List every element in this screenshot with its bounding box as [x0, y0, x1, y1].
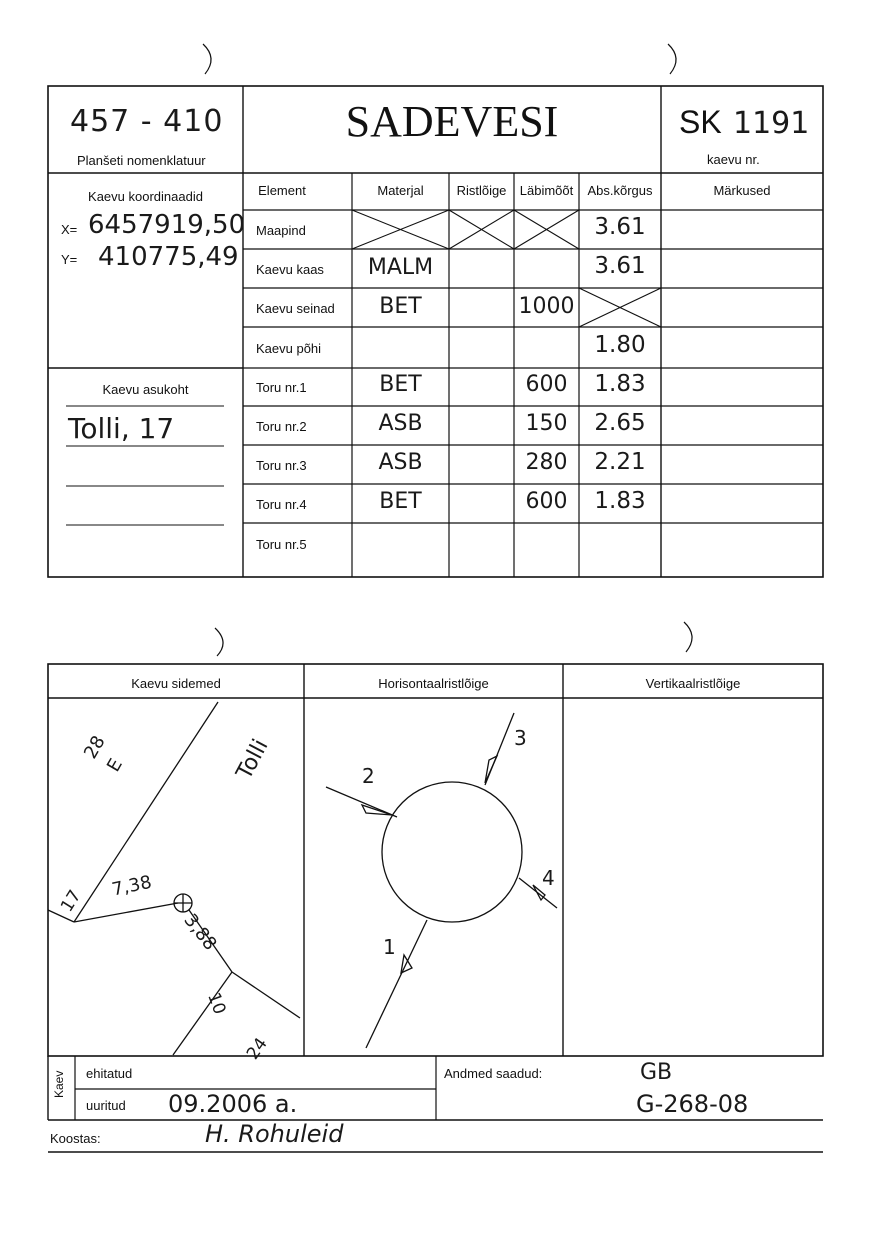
row-elevation: 3.61 — [594, 253, 646, 279]
built-label: ehitatud — [86, 1066, 133, 1081]
page-title: SADEVESI — [345, 97, 559, 146]
location-label: Kaevu asukoht — [102, 382, 189, 397]
row-material: BET — [379, 294, 422, 319]
x-coordinate: 6457919,50 — [88, 210, 246, 240]
data-received-value-2: G-268-08 — [636, 1090, 749, 1118]
header-cross-section: Ristlõige — [456, 183, 507, 198]
row-material: BET — [379, 489, 422, 514]
y-label: Y= — [61, 252, 78, 267]
row-material: ASB — [378, 450, 423, 475]
punch-mark — [203, 44, 211, 74]
header-diameter: Läbimõõt — [519, 183, 574, 198]
pipe-number-2: 2 — [362, 764, 375, 788]
sketch-number-28: 28 — [80, 732, 110, 763]
horizontal-section-sketch — [326, 713, 557, 1048]
row-material: BET — [379, 372, 422, 397]
pipe-number-4: 4 — [542, 866, 555, 890]
row-element: Kaevu seinad — [256, 301, 335, 316]
horizontal-section-label: Horisontaalristlõige — [378, 676, 489, 691]
row-elevation: 1.83 — [594, 488, 646, 514]
row-elevation: 3.61 — [594, 214, 646, 240]
row-element: Toru nr.3 — [256, 458, 307, 473]
street-label: Tolli — [232, 735, 274, 784]
row-elevation: 1.80 — [594, 332, 646, 358]
row-element: Kaevu põhi — [256, 341, 322, 356]
header-material: Materjal — [377, 183, 424, 198]
author-signature: H. Rohuleid — [205, 1120, 344, 1148]
row-material: ASB — [378, 411, 423, 436]
tie-line — [232, 972, 300, 1018]
punch-mark — [668, 44, 676, 74]
sketch-number-10: 10 — [203, 990, 230, 1018]
x-label: X= — [61, 222, 78, 237]
row-element: Toru nr.1 — [256, 380, 307, 395]
sketch-distance-1: 7,38 — [110, 871, 154, 901]
pipe-number-3: 3 — [514, 726, 527, 750]
sheet-nomenclature-label: Planšeti nomenklatuur — [77, 153, 206, 168]
y-coordinate: 410775,49 — [98, 242, 239, 272]
well-number-label: kaevu nr. — [707, 152, 760, 167]
author-label: Koostas: — [50, 1131, 101, 1146]
tie-line — [74, 903, 178, 922]
well-prefix: SK — [679, 104, 722, 140]
header-notes: Märkused — [713, 183, 771, 198]
row-elevation: 1.83 — [594, 371, 646, 397]
sketch-number-17: 17 — [57, 886, 86, 916]
row-element: Toru nr.5 — [256, 537, 307, 552]
tie-line — [173, 972, 232, 1055]
well-circle — [382, 782, 522, 922]
sketch-letter-e: E — [103, 755, 127, 776]
row-elevation: 2.21 — [594, 449, 646, 475]
sheet-nomenclature-value: 457 - 410 — [70, 104, 224, 139]
row-diameter: 1000 — [518, 294, 575, 319]
header-elevation: Abs.kõrgus — [587, 183, 653, 198]
row-element: Toru nr.4 — [256, 497, 307, 512]
row-elevation: 2.65 — [594, 410, 646, 436]
pipe-1-line — [366, 920, 427, 1048]
row-element: Kaevu kaas — [256, 262, 324, 277]
header-element: Element — [258, 183, 306, 198]
row-diameter: 600 — [525, 372, 568, 397]
surveyed-value: 09.2006 a. — [168, 1090, 298, 1118]
data-received-label: Andmed saadud: — [444, 1066, 543, 1081]
well-number: 1191 — [733, 106, 810, 141]
row-diameter: 600 — [525, 489, 568, 514]
row-material: MALM — [367, 255, 434, 280]
row-diameter: 280 — [525, 450, 568, 475]
location-value: Tolli, 17 — [68, 412, 175, 445]
coordinates-label: Kaevu koordinaadid — [88, 189, 203, 204]
vertical-section-label: Vertikaalristlõige — [645, 676, 741, 691]
pipe-number-1: 1 — [383, 935, 396, 959]
row-element: Toru nr.2 — [256, 419, 307, 434]
row-element: Maapind — [256, 223, 306, 238]
punch-mark — [215, 628, 223, 656]
ties-label: Kaevu sidemed — [131, 676, 221, 691]
sketch-distance-2: 3,88 — [179, 910, 221, 955]
row-diameter: 150 — [525, 411, 568, 436]
pipe-3-arrow — [485, 756, 497, 783]
surveyed-label: uuritud — [86, 1098, 126, 1113]
data-received-value-1: GB — [640, 1060, 673, 1085]
pipe-2-arrow — [362, 805, 392, 815]
sketch-number-24: 24 — [243, 1034, 272, 1064]
well-side-label: Kaev — [52, 1070, 66, 1098]
punch-mark — [684, 622, 692, 652]
